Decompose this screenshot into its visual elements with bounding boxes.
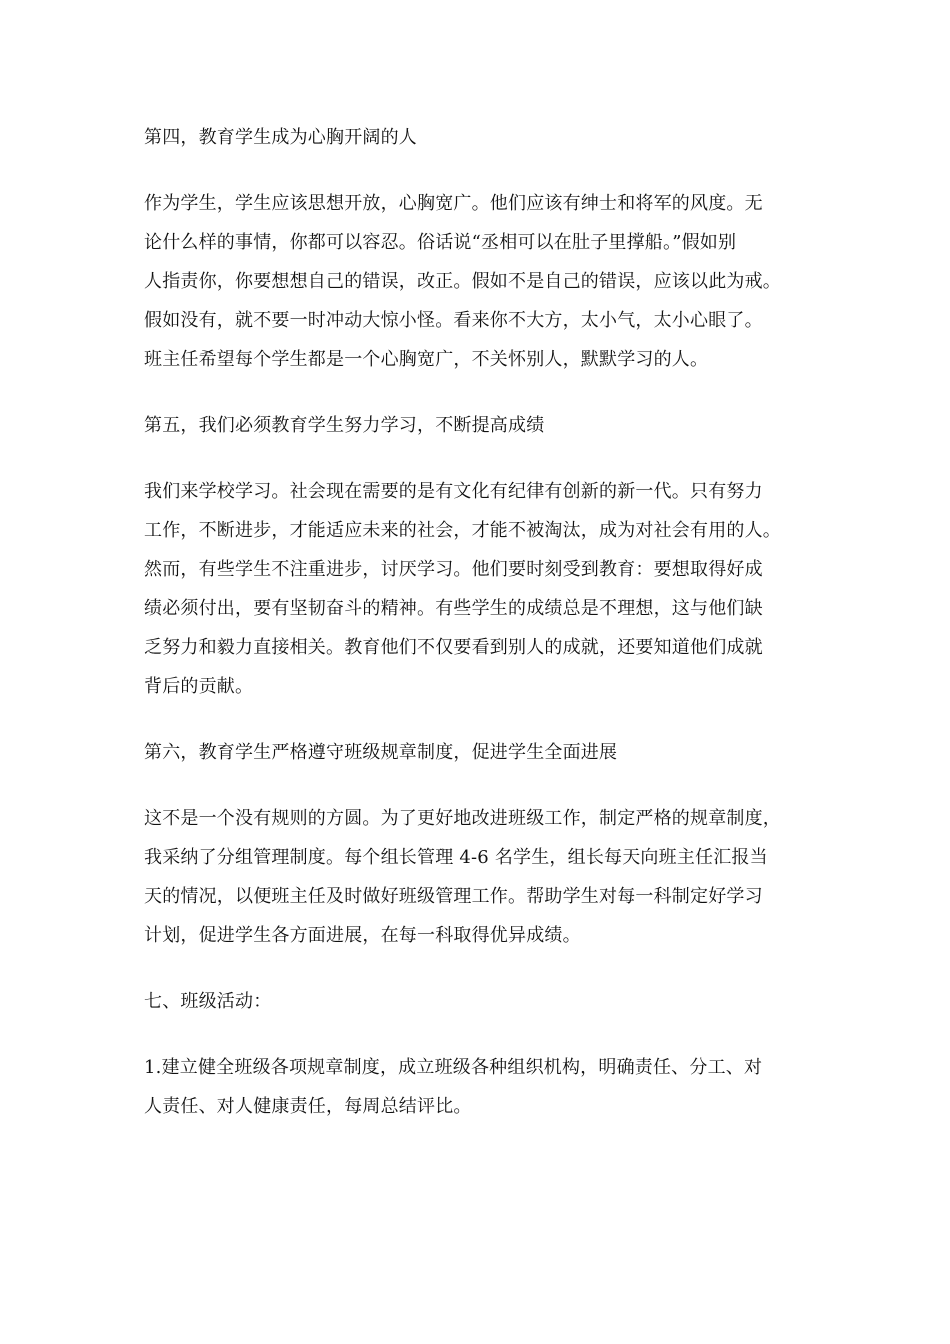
text-line: 七、班级活动：: [144, 991, 272, 1012]
text-line: 我采纳了分组管理制度。每个组长管理 4-6 名学生，组长每天向班主任汇报当: [144, 847, 768, 868]
text-line: 背后的贡献。: [144, 676, 254, 697]
text-line: 这不是一个没有规则的方圆。为了更好地改进班级工作，制定严格的规章制度，: [144, 808, 781, 829]
text-line: 我们来学校学习。社会现在需要的是有文化有纪律有创新的新一代。只有努力: [144, 481, 763, 502]
section-heading-7: [144, 982, 824, 1021]
section-heading-6: [144, 733, 824, 772]
text-line: 工作，不断进步，才能适应未来的社会，才能不被淘汰，成为对社会有用的人。: [144, 520, 781, 541]
section-heading-4: [144, 118, 824, 157]
document-body: [144, 118, 824, 1153]
text-line: 第五，我们必须教育学生努力学习，不断提高成绩: [144, 415, 545, 436]
paragraph-open-mindedness: [144, 184, 824, 379]
text-line: 绩必须付出，要有坚韧奋斗的精神。有些学生的成绩总是不理想，这与他们缺: [144, 598, 763, 619]
section-heading-5: [144, 406, 824, 445]
paragraph-class-rules: [144, 799, 824, 955]
text-line: 第四，教育学生成为心胸开阔的人: [144, 127, 417, 148]
text-line: 计划，促进学生各方面进展，在每一科取得优异成绩。: [144, 925, 581, 946]
text-line: 第六，教育学生严格遵守班级规章制度，促进学生全面进展: [144, 742, 618, 763]
text-line: 乏努力和毅力直接相关。教育他们不仅要看到别人的成就，还要知道他们成就: [144, 637, 763, 658]
text-line: 论什么样的事情，你都可以容忍。俗话说“丞相可以在肚子里撑船。”假如别: [144, 232, 737, 253]
text-line: 人指责你，你要想想自己的错误，改正。假如不是自己的错误，应该以此为戒。: [144, 271, 781, 292]
text-line: 班主任希望每个学生都是一个心胸宽广，不关怀别人，默默学习的人。: [144, 349, 709, 370]
paragraph-study-hard: [144, 472, 824, 706]
text-line: 然而，有些学生不注重进步，讨厌学习。他们要时刻受到教育：要想取得好成: [144, 559, 763, 580]
text-line: 1.建立健全班级各项规章制度，成立班级各种组织机构，明确责任、分工、对: [144, 1057, 763, 1078]
text-line: 天的情况，以便班主任及时做好班级管理工作。帮助学生对每一科制定好学习: [144, 886, 763, 907]
list-item-1: [144, 1048, 824, 1126]
text-line: 人责任、对人健康责任，每周总结评比。: [144, 1096, 472, 1117]
text-line: 作为学生，学生应该思想开放，心胸宽广。他们应该有绅士和将军的风度。无: [144, 193, 763, 214]
text-line: 假如没有，就不要一时冲动大惊小怪。看来你不大方，太小气，太小心眼了。: [144, 310, 763, 331]
